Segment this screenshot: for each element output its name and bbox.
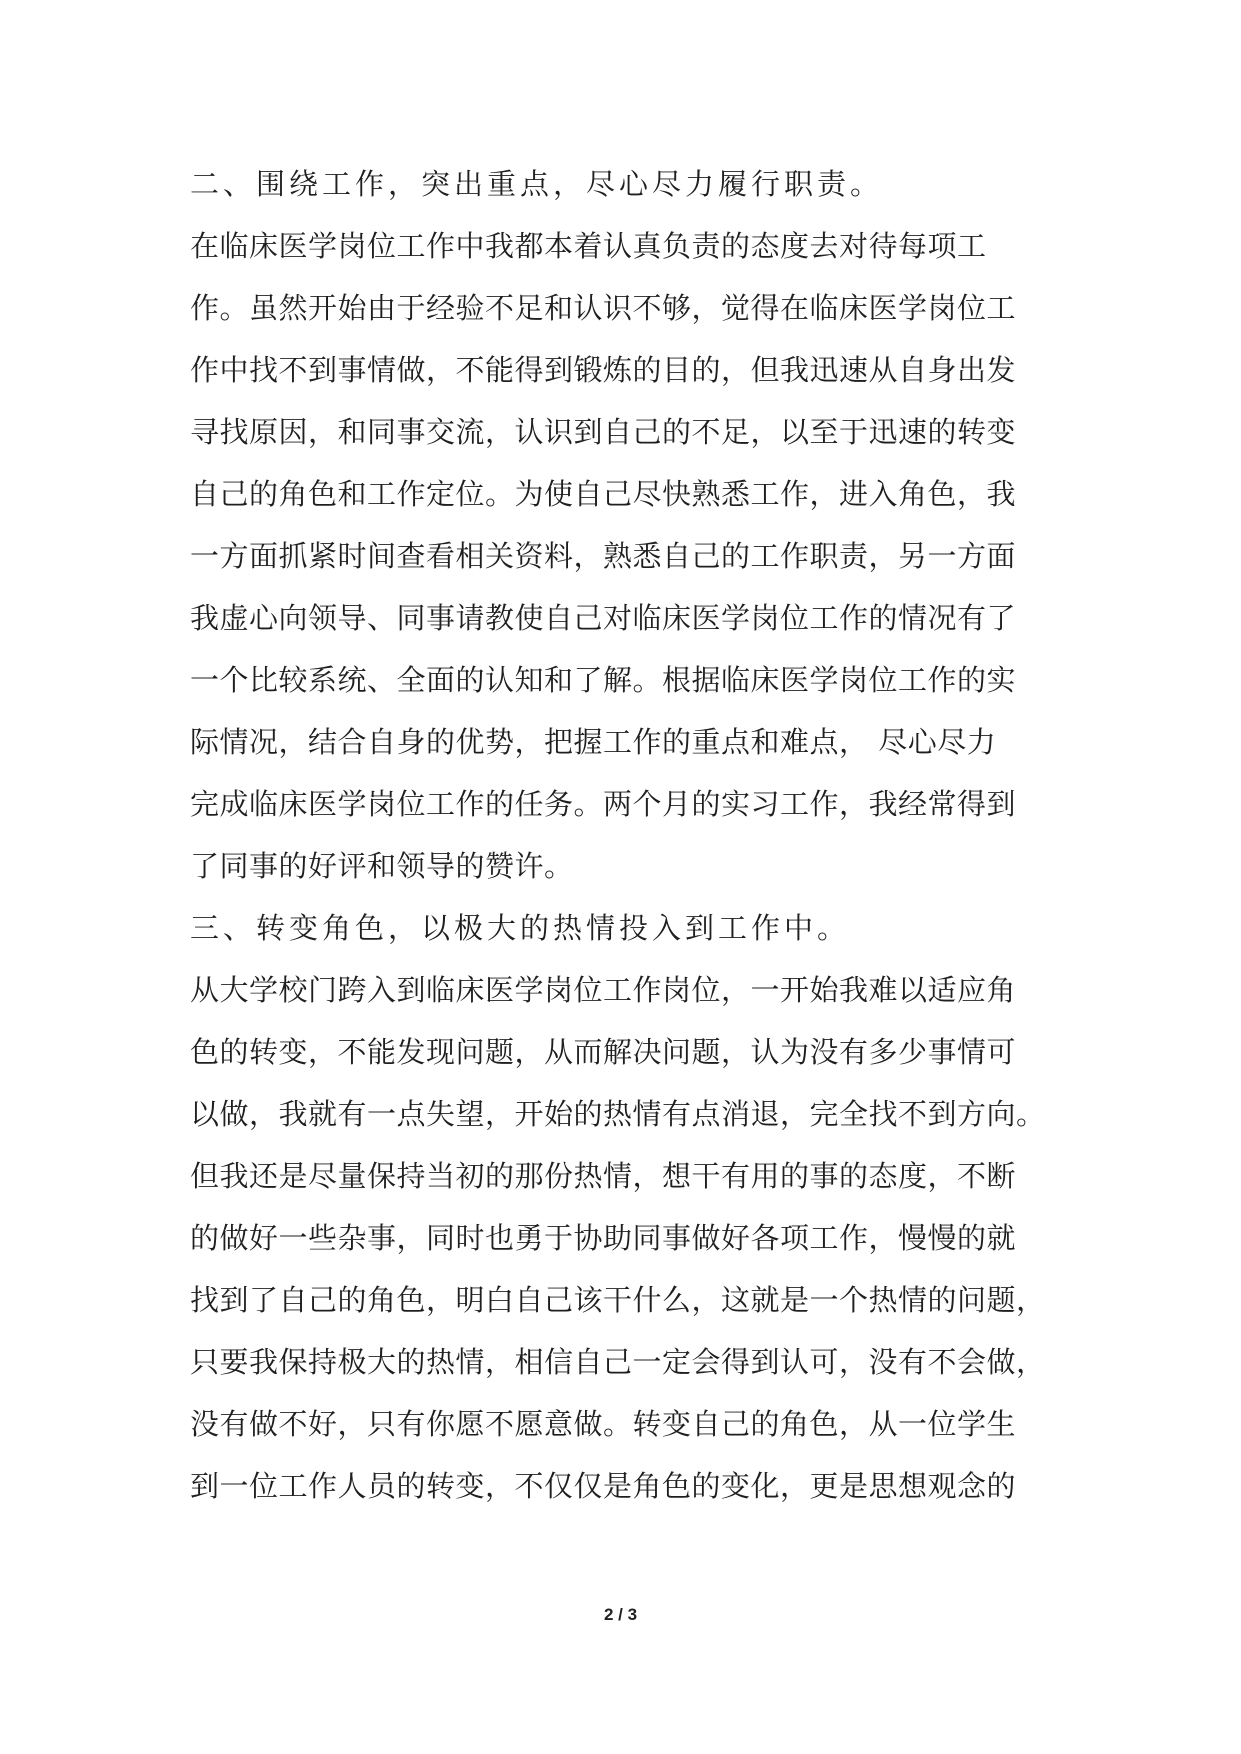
- paragraph-line: 到一位工作人员的转变，不仅仅是角色的变化，更是思想观念的: [190, 1469, 1017, 1503]
- paragraph-line: 在临床医学岗位工作中我都本着认真负责的态度去对待每项工: [190, 229, 987, 263]
- paragraph-line: 自己的角色和工作定位。为使自己尽快熟悉工作，进入角色，我: [190, 477, 1017, 511]
- paragraph-line: 找到了自己的角色，明白自己该干什么，这就是一个热情的问题，: [190, 1283, 1046, 1317]
- section-3: [190, 897, 1050, 1517]
- paragraph-line: 以做，我就有一点失望，开始的热情有点消退，完全找不到方向。: [190, 1097, 1046, 1131]
- section-heading: 三、转变角色，以极大的热情投入到工作中。: [190, 911, 851, 945]
- paragraph-line: 从大学校门跨入到临床医学岗位工作岗位，一开始我难以适应角: [190, 973, 1017, 1007]
- paragraph-line: 的做好一些杂事，同时也勇于协助同事做好各项工作，慢慢的就: [190, 1221, 1017, 1255]
- section-heading: 二、围绕工作，突出重点，尽心尽力履行职责。: [190, 167, 884, 201]
- page-number: 2 / 3: [603, 1605, 638, 1624]
- paragraph-line: 一个比较系统、全面的认知和了解。根据临床医学岗位工作的实: [190, 663, 1017, 697]
- paragraph-line: 了同事的好评和领导的赞许。: [190, 849, 574, 883]
- paragraph-line: 作。虽然开始由于经验不足和认识不够，觉得在临床医学岗位工: [190, 291, 1017, 325]
- section-2: [190, 153, 1050, 897]
- paragraph-line: 完成临床医学岗位工作的任务。两个月的实习工作，我经常得到: [190, 787, 1017, 821]
- paragraph-line: 一方面抓紧时间查看相关资料，熟悉自己的工作职责，另一方面: [190, 539, 1017, 573]
- paragraph-line: 我虚心向领导、同事请教使自己对临床医学岗位工作的情况有了: [190, 601, 1017, 635]
- document-body: [190, 153, 1050, 1517]
- paragraph-line: 但我还是尽量保持当初的那份热情，想干有用的事的态度，不断: [190, 1159, 1017, 1193]
- paragraph-line: 寻找原因，和同事交流，认识到自己的不足，以至于迅速的转变: [190, 415, 1017, 449]
- paragraph-line: 色的转变，不能发现问题，从而解决问题，认为没有多少事情可: [190, 1035, 1017, 1069]
- paragraph-line: 作中找不到事情做，不能得到锻炼的目的，但我迅速从自身出发: [190, 353, 1017, 387]
- paragraph-line: 没有做不好，只有你愿不愿意做。转变自己的角色，从一位学生: [190, 1407, 1017, 1441]
- paragraph-line: 际情况，结合自身的优势，把握工作的重点和难点， 尽心尽力: [190, 725, 997, 759]
- paragraph-line: 只要我保持极大的热情，相信自己一定会得到认可，没有不会做，: [190, 1345, 1046, 1379]
